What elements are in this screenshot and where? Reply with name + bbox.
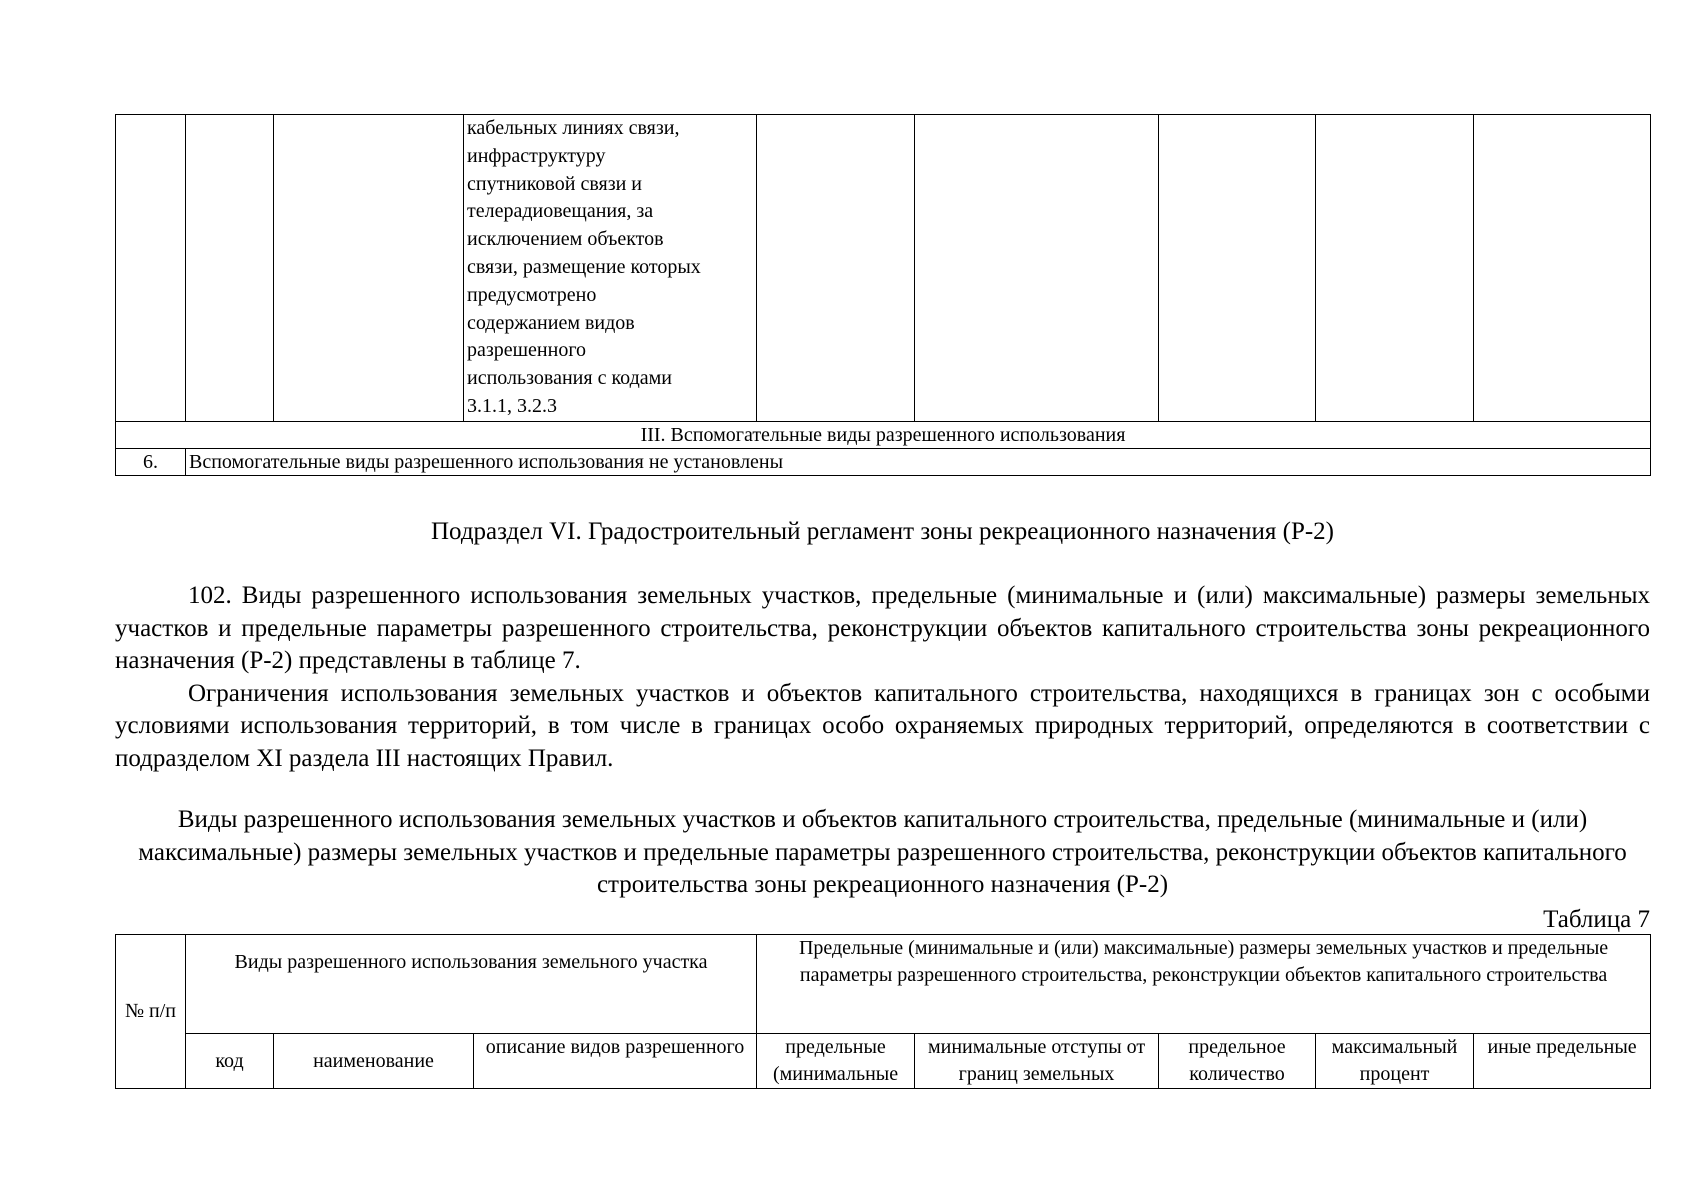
table-label: Таблица 7	[1543, 906, 1650, 933]
section-header-row	[116, 421, 1651, 448]
column-header-percent: максимальный процент	[1316, 1034, 1474, 1089]
section-title: III. Вспомогательные виды разрешенного использования	[116, 421, 1651, 448]
body-text	[115, 580, 1650, 775]
subsection-title: Подраздел VI. Градостроительный регламент зоны рекреационного назначения (Р-2)	[430, 518, 1334, 545]
column-header-setbacks: минимальные отступы от границ земельных	[915, 1034, 1159, 1089]
row-number: 6.	[116, 448, 186, 475]
table-header-row	[116, 935, 1651, 1034]
paragraph: 102. Виды разрешенного использования земельных участков, предельные (минимальные и (или) максимальные) размеры земельных участков и предельные параметры разрешенного строительства, реконструкции объектов капитального строительства зоны рекреационного назначения (Р-2) представлены в таблице 7.	[115, 582, 1650, 674]
table-row	[116, 115, 1651, 422]
row-text: Вспомогательные виды разрешенного использования не установлены	[186, 448, 1651, 475]
column-group-header-uses: Виды разрешенного использования земельного участка	[186, 935, 757, 1034]
column-group-header-parameters: Предельные (минимальные и (или) максимальные) размеры земельных участков и предельные параметры разрешенного строительства, реконструкции объектов капитального строительства	[757, 935, 1651, 1034]
previous-table-continuation	[115, 114, 1651, 476]
description-cell: кабельных линиях связи, инфраструктуру спутниковой связи и телерадиовещания, за исключением объектов связи, размещение которых предусмотрено содержанием видов разрешенного использования с кодами 3.1.1, 3.2.3	[464, 115, 757, 422]
column-header-other: иные предельные	[1474, 1034, 1651, 1089]
table-caption: Виды разрешенного использования земельных участков и объектов капитального строительства, предельные (минимальные и (или) максимальные) размеры земельных участков и предельные параметры разрешенного строительства, реконструкции объектов капитального строительства зоны рекреационного назначения (Р-2)	[138, 806, 1627, 898]
column-header-name: наименование	[274, 1034, 474, 1089]
column-header-floors: предельное количество	[1159, 1034, 1316, 1089]
table-row	[116, 448, 1651, 475]
column-header-size-limits: предельные (минимальные	[757, 1034, 915, 1089]
table-7	[115, 934, 1651, 1089]
column-header-number: № п/п	[116, 935, 186, 1089]
column-header-description: описание видов разрешенного	[474, 1034, 757, 1089]
paragraph: Ограничения использования земельных участков и объектов капитального строительства, находящихся в границах зон с особыми условиями использования территорий, в том числе в границах особо охраняемых природных территорий, определяются в соответствии с подразделом XI раздела III настоящих Правил.	[115, 679, 1650, 772]
table-subheader-row	[116, 1034, 1651, 1089]
column-header-code: код	[186, 1034, 274, 1089]
